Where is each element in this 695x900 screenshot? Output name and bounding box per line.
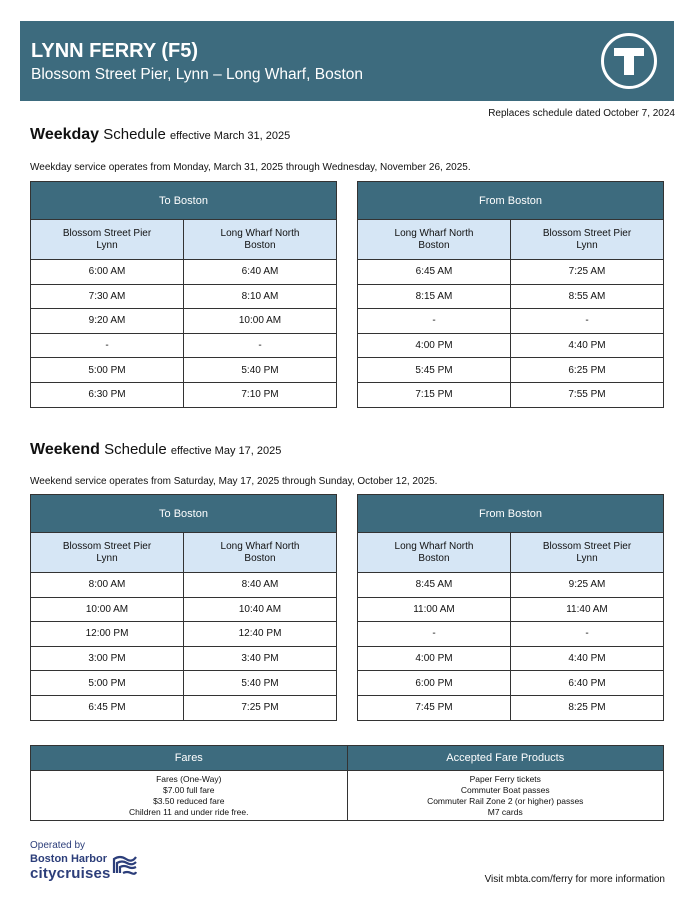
stop-column-header: Long Wharf North Boston [358, 533, 511, 573]
weekend-section-title [30, 441, 281, 459]
time-cell: - [358, 622, 511, 647]
direction-header: From Boston [358, 495, 664, 533]
time-cell: 8:15 AM [358, 284, 511, 309]
stop-column-header: Long Wharf North Boston [184, 220, 337, 260]
table-row [31, 333, 337, 358]
table-row [358, 284, 664, 309]
table-row [358, 358, 664, 383]
time-cell: 8:45 AM [358, 573, 511, 598]
time-cell: 5:00 PM [31, 358, 184, 383]
weekday-effective: effective March 31, 2025 [169, 130, 291, 142]
fare-line: Children 11 and under ride free. [129, 807, 249, 817]
mbta-t-icon [601, 33, 657, 89]
time-cell: 11:40 AM [511, 597, 664, 622]
direction-header: To Boston [31, 495, 337, 533]
time-cell: 11:00 AM [358, 597, 511, 622]
time-cell: 6:45 PM [31, 695, 184, 720]
page-header [20, 21, 674, 101]
time-cell: 10:00 AM [31, 597, 184, 622]
table-row [31, 622, 337, 647]
table-row [31, 309, 337, 334]
time-cell: 8:00 AM [31, 573, 184, 598]
fare-products-cell [347, 771, 664, 821]
time-cell: 7:45 PM [358, 695, 511, 720]
operated-by-label: Operated by [30, 840, 86, 851]
route-subtitle: Blossom Street Pier, Lynn – Long Wharf, Boston [31, 66, 363, 83]
table-row [31, 646, 337, 671]
time-cell: 7:10 PM [184, 382, 337, 407]
operator-logo [30, 853, 111, 882]
time-cell: 7:25 PM [184, 695, 337, 720]
weekend-title-bold: Weekend [30, 441, 100, 458]
table-row [358, 333, 664, 358]
time-cell: 6:40 AM [184, 260, 337, 285]
fare-line: $7.00 full fare [162, 785, 215, 795]
weekday-section-title [30, 126, 290, 144]
stop-column-header: Long Wharf North Boston [358, 220, 511, 260]
table-row [358, 695, 664, 720]
weekday-title-bold: Weekday [30, 126, 100, 143]
stop-column-header: Blossom Street Pier Lynn [31, 533, 184, 573]
time-cell: 6:00 AM [31, 260, 184, 285]
table-row [358, 646, 664, 671]
time-cell: 6:45 AM [358, 260, 511, 285]
table-row [31, 284, 337, 309]
table-row [31, 260, 337, 285]
weekend-effective: effective May 17, 2025 [170, 445, 282, 457]
time-cell: 8:25 PM [511, 695, 664, 720]
time-cell: 6:30 PM [31, 382, 184, 407]
weekday-title-rest: Schedule [99, 126, 166, 143]
table-row [358, 671, 664, 696]
table-row [31, 597, 337, 622]
time-cell: 12:00 PM [31, 622, 184, 647]
time-cell: 5:40 PM [184, 671, 337, 696]
table-row [358, 573, 664, 598]
time-cell: 6:40 PM [511, 671, 664, 696]
time-cell: 5:45 PM [358, 358, 511, 383]
replaces-note: Replaces schedule dated October 7, 2024 [488, 108, 675, 119]
time-cell: 7:25 AM [511, 260, 664, 285]
operator-line2: citycruises [30, 865, 111, 882]
weekday-to-boston-table [30, 181, 337, 408]
direction-header: To Boston [31, 182, 337, 220]
time-cell: 9:25 AM [511, 573, 664, 598]
time-cell: 7:30 AM [31, 284, 184, 309]
time-cell: 12:40 PM [184, 622, 337, 647]
time-cell: 8:55 AM [511, 284, 664, 309]
weekday-from-boston-table [357, 181, 664, 408]
fare-product-line: Paper Ferry tickets [469, 774, 541, 784]
table-row [358, 309, 664, 334]
weekend-title-rest: Schedule [99, 441, 167, 458]
time-cell: - [511, 622, 664, 647]
time-cell: 3:00 PM [31, 646, 184, 671]
time-cell: - [184, 333, 337, 358]
route-title: LYNN FERRY (F5) [31, 40, 199, 62]
stop-column-header: Blossom Street Pier Lynn [31, 220, 184, 260]
fares-table [30, 745, 664, 821]
table-row [31, 573, 337, 598]
time-cell: - [358, 309, 511, 334]
time-cell: 6:25 PM [511, 358, 664, 383]
table-row [358, 382, 664, 407]
time-cell: 6:00 PM [358, 671, 511, 696]
time-cell: 4:40 PM [511, 333, 664, 358]
time-cell: 9:20 AM [31, 309, 184, 334]
direction-header: From Boston [358, 182, 664, 220]
time-cell: 7:55 PM [511, 382, 664, 407]
fare-line: $3.50 reduced fare [153, 796, 225, 806]
fare-product-line: Commuter Rail Zone 2 (or higher) passes [427, 796, 584, 806]
time-cell: 8:40 AM [184, 573, 337, 598]
visit-link-text: Visit mbta.com/ferry for more information [484, 874, 665, 885]
time-cell: - [511, 309, 664, 334]
stop-column-header: Long Wharf North Boston [184, 533, 337, 573]
stop-column-header: Blossom Street Pier Lynn [511, 533, 664, 573]
time-cell: 7:15 PM [358, 382, 511, 407]
time-cell: 10:40 AM [184, 597, 337, 622]
fare-line: Fares (One-Way) [156, 774, 222, 784]
flag-waves-icon [112, 853, 138, 877]
table-row [358, 622, 664, 647]
time-cell: 4:00 PM [358, 646, 511, 671]
time-cell: 5:00 PM [31, 671, 184, 696]
table-row [358, 597, 664, 622]
weekend-to-boston-table [30, 494, 337, 721]
weekday-note: Weekday service operates from Monday, March 31, 2025 through Wednesday, November 26, 2025. [30, 162, 471, 173]
table-row [31, 695, 337, 720]
time-cell: 4:00 PM [358, 333, 511, 358]
weekend-note: Weekend service operates from Saturday, May 17, 2025 through Sunday, October 12, 2025. [30, 476, 438, 487]
table-row [358, 260, 664, 285]
time-cell: 5:40 PM [184, 358, 337, 383]
table-row [31, 382, 337, 407]
fares-cell [31, 771, 348, 821]
stop-column-header: Blossom Street Pier Lynn [511, 220, 664, 260]
table-row [31, 358, 337, 383]
fare-products-header: Accepted Fare Products [347, 746, 664, 771]
table-row [31, 671, 337, 696]
time-cell: 8:10 AM [184, 284, 337, 309]
operator-line1: Boston Harbor [30, 853, 107, 865]
fare-product-line: M7 cards [487, 807, 523, 817]
fares-header: Fares [31, 746, 348, 771]
time-cell: 3:40 PM [184, 646, 337, 671]
time-cell: 10:00 AM [184, 309, 337, 334]
fare-product-line: Commuter Boat passes [460, 785, 550, 795]
time-cell: 4:40 PM [511, 646, 664, 671]
weekend-from-boston-table [357, 494, 664, 721]
time-cell: - [31, 333, 184, 358]
